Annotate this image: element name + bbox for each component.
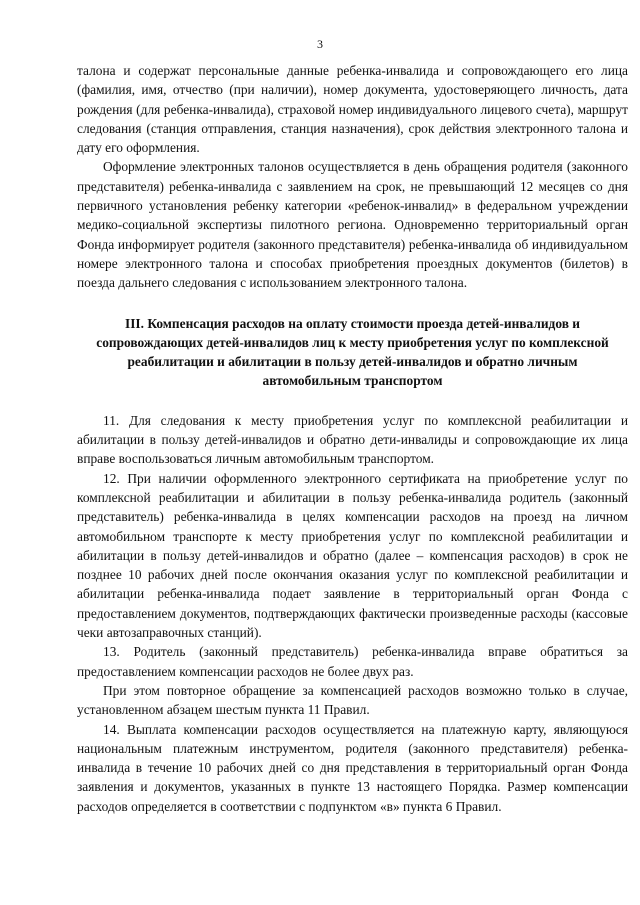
paragraph-continuation: талона и содержат персональные данные ребенка-инвалида и сопровождающего его лица (фамилия, имя, отчество (при наличии), номер документа, удостоверяющего личность, дата рождения (для ребенка-инвалида), страховой номер индивидуального лицевого счета), маршрут следования (станция отправления, станция назначения), срок действия электронного талона и дату его оформления. [77, 63, 628, 156]
paragraph-item-11: 11. Для следования к месту приобретения услуг по комплексной реабилитации и абилитации в пользу детей-инвалидов и обратно дети-инвалиды и сопровождающие их лица вправе воспользоваться личным автомобильным транспортом. [77, 412, 628, 467]
paragraph-ticket-issuance: Оформление электронных талонов осуществляется в день обращения родителя (законного представителя) ребенка-инвалида с заявлением на срок, не превышающий 12 месяцев со дня первичного установления ребенку категории «ребенок-инвалид» в федеральном учреждении медико-социальной экспертизы пилотного региона. Одновременно территориальный орган Фонда информирует родителя (законного представителя) ребенка-инвалида об индивидуальном номере электронного талона и способах приобретения проездных документов (билетов) в поезда дальнего следования с использованием электронного талона. [77, 159, 628, 291]
paragraph-item-12: 12. При наличии оформленного электронного сертификата на приобретение услуг по комплексной реабилитации и абилитации в пользу ребенка-инвалида родитель (законный представитель) ребенка-инвалида в целях компенсации расходов на проезд на личном автомобильном транспорте к месту приобретения услуг по комплексной реабилитации и абилитации в пользу детей-инвалидов и обратно (далее – компенсация расходов) в срок не позднее 10 рабочих дней после окончания оказания услуг по комплексной реабилитации и абилитации ребенка-инвалида подает заявление в территориальный орган Фонда с предоставлением документов, подтверждающих фактически произведенные расходы (кассовые чеки автозаправочных станций). [77, 470, 628, 641]
section-heading: III. Компенсация расходов на оплату стоимости проезда детей-инвалидов и сопровождающих детей-инвалидов лиц к месту приобретения услуг по комплексной реабилитации и абилитации в пользу детей-инвалидов и обратно личным автомобильным транспортом [96, 315, 609, 389]
paragraph-item-14: 14. Выплата компенсации расходов осуществляется на платежную карту, являющуюся национальным платежным инструментом, родителя (законного представителя) ребенка-инвалида в течение 10 рабочих дней со дня представления в территориальный орган Фонда заявления и документов, указанных в пункте 13 настоящего Порядка. Размер компенсации расходов определяется в соответствии с подпунктом «в» пункта 6 Правил. [77, 721, 628, 814]
page-number: 3 [317, 37, 323, 51]
document-body [77, 61, 628, 816]
paragraph-repeat-request: При этом повторное обращение за компенсацией расходов возможно только в случае, установленном абзацем шестым пункта 11 Правил. [77, 682, 628, 718]
paragraph-item-13: 13. Родитель (законный представитель) ребенка-инвалида вправе обратиться за предоставлением компенсации расходов не более двух раз. [77, 644, 628, 679]
